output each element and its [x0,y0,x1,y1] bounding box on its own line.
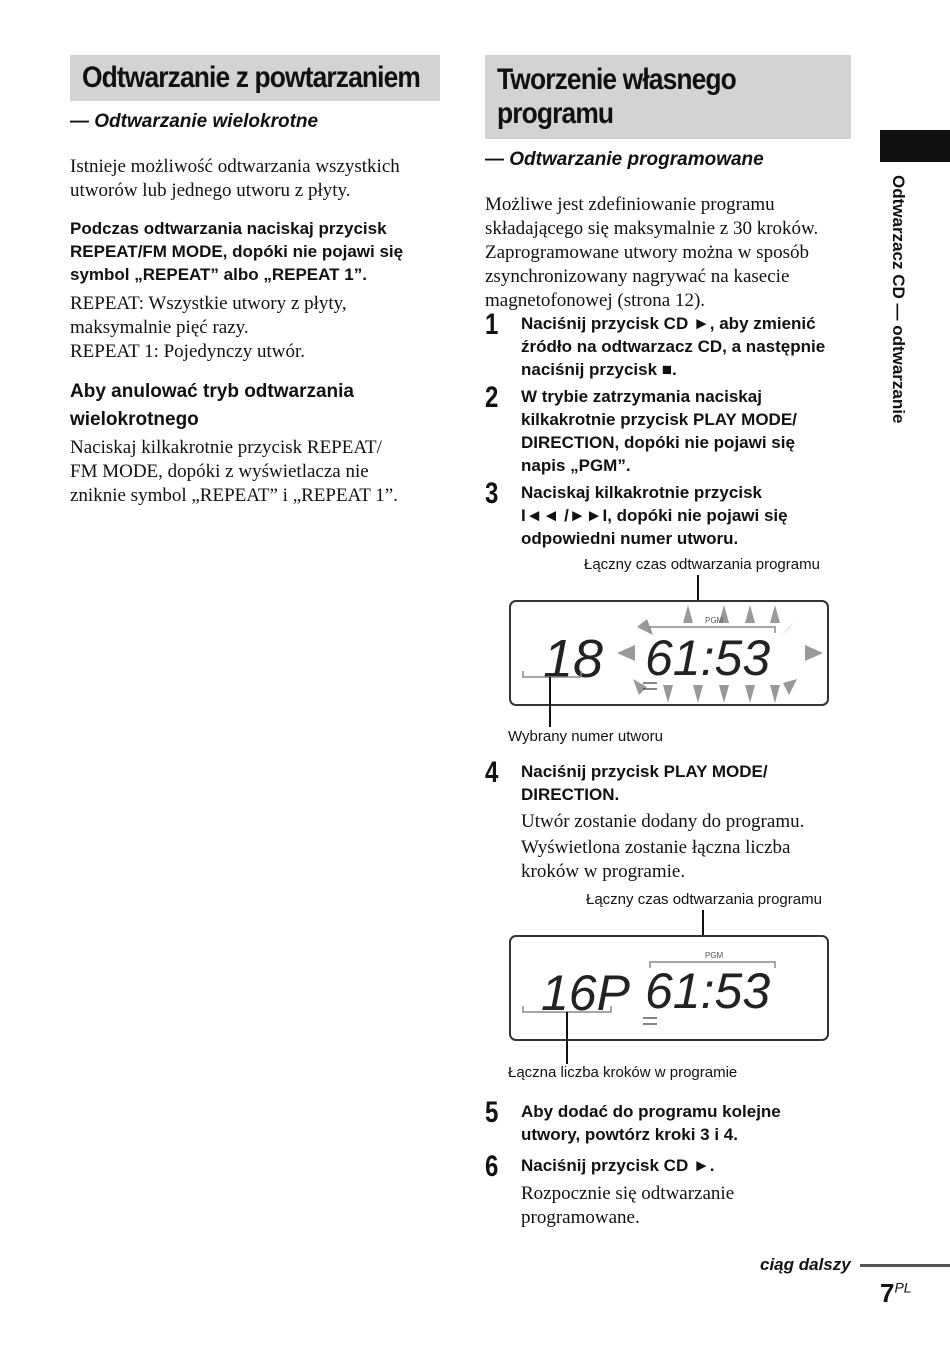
right-column [485,55,851,313]
section-tab-marker [880,130,950,162]
step-number: 3 [485,477,499,510]
fig1-top-caption: Łączny czas odtwarzania programu [584,556,820,573]
program-intro-line: magnetofonowej (strona 12). [485,290,706,311]
fig1-bottom-caption: Wybrany numer utworu [508,728,663,745]
repeat-intro-line: Istnieje możliwość odtwarzania wszystkich [70,156,400,177]
side-section-label: Odtwarzacz CD — odtwarzanie [889,175,908,424]
page-number-suffix: PL [894,1279,912,1296]
fig1-pgm-tag: PGM [705,616,724,625]
step-line: napis „PGM”. [521,456,631,475]
step-line: źródło na odtwarzacz CD, a następnie [521,337,826,356]
program-intro-line: Możliwe jest zdefiniowanie programu [485,194,775,215]
repeat-desc-line: REPEAT: Wszystkie utwory z płyty, [70,293,347,314]
step-line: naciśnij przycisk ■. [521,360,677,379]
fig1-track-digits: 18 [543,629,604,689]
fig2-pgm-tag: PGM [705,951,724,960]
step-3 [485,477,891,550]
program-intro-line: zsynchronizowany nagrywać na kasecie [485,266,790,287]
program-subtitle: — Odtwarzanie programowane [485,149,764,170]
page-number-value: 7 [880,1278,895,1308]
step-line: kilkakrotnie przycisk PLAY MODE/ [521,410,797,429]
cancel-line: Naciskaj kilkakrotnie przycisk REPEAT/ [70,437,382,458]
side-section-label-wrap [888,175,918,495]
step-line: Naciśnij przycisk CD ►. [521,1156,715,1175]
step-line: DIRECTION, dopóki nie pojawi się [521,433,795,452]
step-number: 5 [485,1096,499,1129]
fig2-bottom-caption: Łączna liczba kroków w programie [508,1064,738,1081]
step-1 [485,308,891,381]
repeat-instruction-line: Podczas odtwarzania naciskaj przycisk [70,219,387,238]
cancel-heading: Aby anulować tryb odtwarzania [70,381,354,402]
step-number: 6 [485,1150,499,1183]
program-intro-line: składającego się maksymalnie z 30 kroków. [485,218,819,239]
step-line: Naciśnij przycisk CD ►, aby zmienić [521,314,816,333]
cancel-line: zniknie symbol „REPEAT” i „REPEAT 1”. [70,485,398,506]
step-number: 2 [485,381,499,414]
step-6 [485,1150,891,1230]
step-line: utwory, powtórz kroki 3 i 4. [521,1125,738,1144]
program-section-title-box [485,55,851,139]
step-line: W trybie zatrzymania naciskaj [521,387,762,406]
step-body-line: kroków w programie. [521,861,686,882]
step-line: DIRECTION. [521,785,620,804]
continued-label: ciąg dalszy [760,1255,851,1274]
step-2 [485,381,891,477]
step-body-line: Utwór zostanie dodany do programu. [521,811,805,832]
step-line: Naciśnij przycisk PLAY MODE/ [521,762,768,781]
fig2-time-digits: 61:53 [645,963,771,1019]
fig2-top-caption: Łączny czas odtwarzania programu [586,891,822,908]
fig2-diagram [505,910,835,1070]
step-body-line: Wyświetlona zostanie łączna liczba [521,837,791,858]
step-body-line: programowane. [521,1207,640,1228]
step-number: 4 [485,756,499,789]
left-column [70,55,440,508]
repeat-subtitle: — Odtwarzanie wielokrotne [70,111,319,132]
cancel-line: FM MODE, dopóki z wyświetlacza nie [70,461,369,482]
cancel-heading: wielokrotnego [70,409,199,430]
repeat-section-title-box [70,55,440,101]
repeat-desc-line: REPEAT 1: Pojedynczy utwór. [70,341,306,362]
step-5 [485,1096,891,1146]
step-line: I◄◄ /►►I, dopóki nie pojawi się [521,506,788,525]
fig1-time-digits: 61:53 [645,630,771,686]
program-section-title: programu [497,97,614,130]
repeat-instruction-line: REPEAT/FM MODE, dopóki nie pojawi się [70,242,404,261]
repeat-section-title: Odtwarzanie z powtarzaniem [82,61,421,94]
repeat-desc-line: maksymalnie pięć razy. [70,317,249,338]
step-line: odpowiedni numer utworu. [521,529,739,548]
step-number: 1 [485,308,499,341]
program-intro-line: Zaprogramowane utwory można w sposób [485,242,809,263]
footer-rule [860,1264,950,1267]
step-body-line: Rozpocznie się odtwarzanie [521,1183,735,1204]
repeat-instruction-line: symbol „REPEAT” albo „REPEAT 1”. [70,265,367,284]
program-section-title: Tworzenie własnego [497,63,736,96]
step-4 [485,756,891,884]
step-line: Aby dodać do programu kolejne [521,1102,781,1121]
repeat-intro-line: utworów lub jednego utworu z płyty. [70,180,351,201]
step-line: Naciskaj kilkakrotnie przycisk [521,483,762,502]
page-number [880,1278,912,1309]
fig2-steps-digits: 16P [541,965,630,1021]
